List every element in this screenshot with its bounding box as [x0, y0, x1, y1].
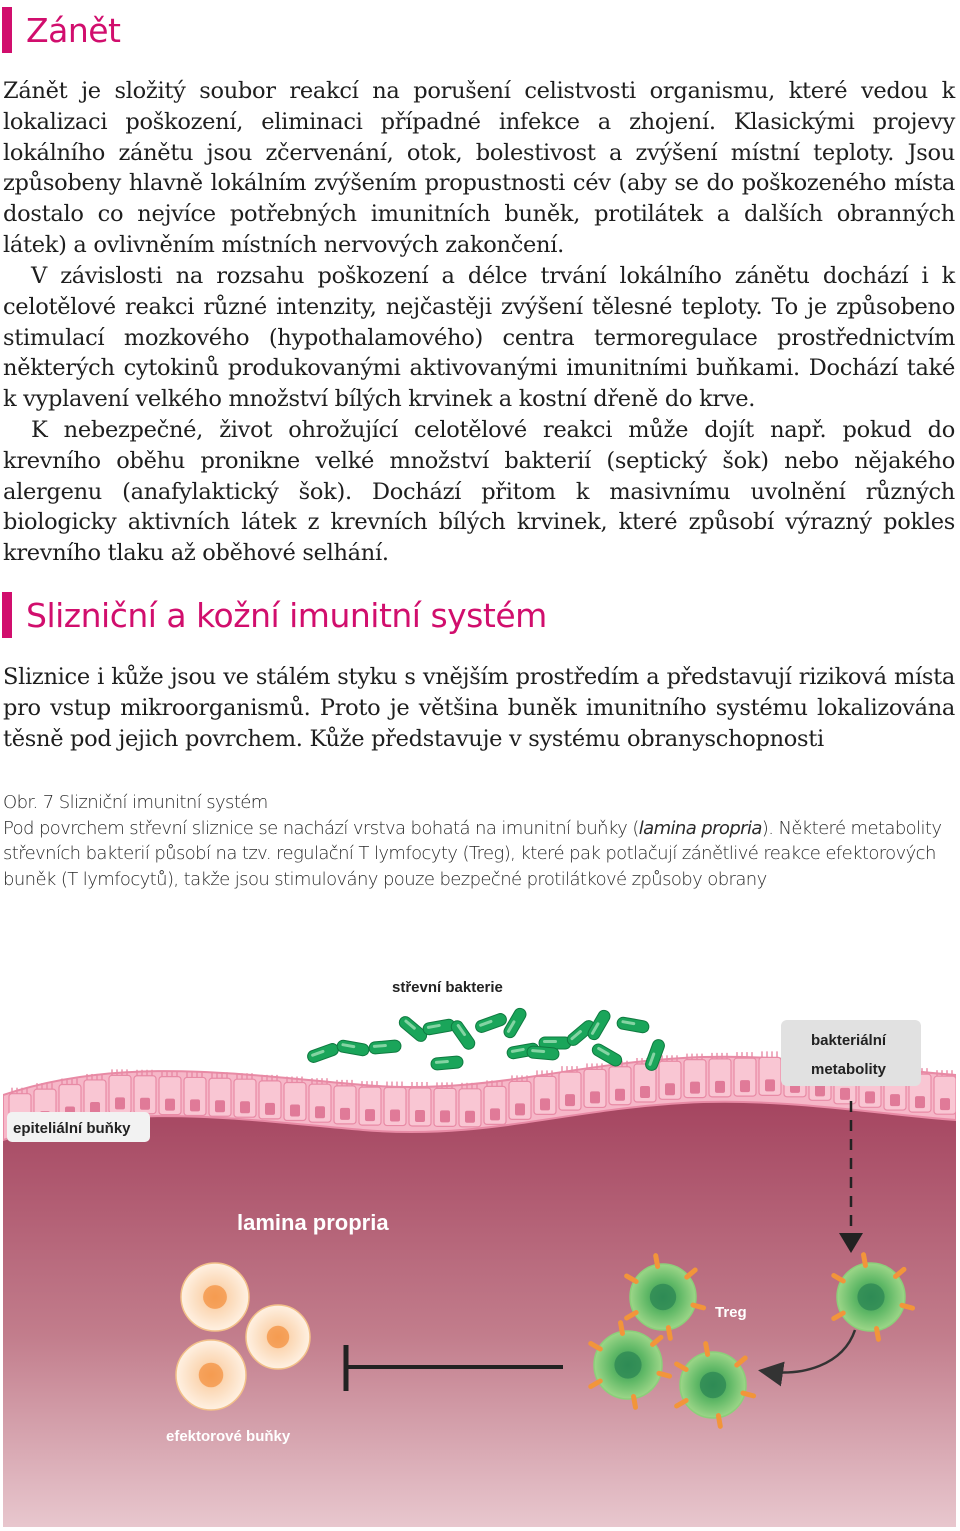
epithelial-nucleus	[890, 1094, 900, 1106]
caption-body: Pod povrchem střevní sliznice se nachází vrstva bohatá na imunitní buňky (lamina propria). Některé metabolity střevních bakterií působí na tzv. regulační T lymfocyty (Treg), které pak potlačují zánětlivé reakce efektorových buněk (T lymfocytů), takže jsou stimulovány pouze bezpečné protilátkové způsoby obrany	[3, 817, 942, 890]
epithelial-nucleus	[815, 1084, 825, 1096]
effector-cell	[246, 1305, 310, 1369]
epithelial-nucleus	[940, 1098, 950, 1110]
epithelial-nucleus	[615, 1089, 625, 1101]
paragraph: Sliznice i kůže jsou ve stálém styku s vnějším prostředím a představují riziková místa pro vstup mikroorganismů. Proto je většina buněk imunitního systému lokalizována těsně pod jejich povrchem. Kůže představuje v systému obranyschopnosti	[3, 664, 955, 752]
epithelial-nucleus	[390, 1110, 400, 1122]
receptor	[621, 1323, 623, 1334]
epithelial-nucleus	[540, 1098, 550, 1110]
epithelial-nucleus	[290, 1105, 300, 1117]
epithelial-nucleus	[565, 1094, 575, 1106]
epithelial-nucleus	[640, 1086, 650, 1098]
epithelial-nucleus	[865, 1091, 875, 1103]
epithelial-nucleus	[915, 1096, 925, 1108]
caption-title: Obr. 7 Slizniční imunitní systém	[3, 792, 268, 813]
epithelial-nucleus	[515, 1103, 525, 1115]
paragraph: V závislosti na rozsahu poškození a délce trvání lokálního zánětu dochází i k celotělové reakci různé intenzity, nejčastěji zvýšení tělesné teploty. To je způsobeno stimulací mozkového (hypothalamového) centra termoregulace prostřednictvím některých cytokinů produkovanými aktivovanými imunitními buňkami. Dochází také k vyplavení velkého množství bílých krvinek a kostní dřeně do krve.	[3, 263, 955, 413]
receptor	[668, 1328, 670, 1339]
epithelial-nucleus	[690, 1082, 700, 1094]
receptor	[706, 1344, 708, 1355]
section-heading-mucosal	[2, 590, 547, 640]
epithelial-nucleus	[765, 1079, 775, 1091]
epithelial-nucleus	[240, 1101, 250, 1113]
receptor	[659, 1373, 670, 1376]
heading-accent-bar	[2, 7, 12, 53]
figure-caption	[3, 790, 955, 892]
bacterium	[369, 1040, 402, 1055]
epithelial-nucleus	[315, 1106, 325, 1118]
section-title: Slizniční a kožní imunitní systém	[26, 595, 547, 635]
paragraph: K nebezpečné, život ohrožující celotělové reakci může dojít např. pokud do krevního oběhu pronikne velké množství bakterií (septický šok) nebo nějakého alergenu (anafylaktický šok). Dochází přitom k masivnímu uvolnění různých biologicky aktivních látek z krevních bílých krvinek, které způsobí výrazný pokles krevního tlaku až oběhové selhání.	[3, 417, 955, 567]
epithelial-nucleus	[415, 1110, 425, 1122]
epithelial-nucleus	[590, 1091, 600, 1103]
label-metabolites-1: bakteriální	[811, 1032, 887, 1049]
label-epithelial: epiteliální buňky	[13, 1120, 131, 1137]
epithelial-nucleus	[140, 1098, 150, 1110]
receptor	[864, 1255, 866, 1266]
epithelial-nucleus	[265, 1103, 275, 1115]
receptor	[718, 1416, 720, 1427]
receptor	[634, 1397, 636, 1408]
receptor	[693, 1305, 704, 1308]
label-lamina-propria: lamina propria	[237, 1210, 389, 1235]
epithelial-nucleus	[190, 1099, 200, 1111]
section-title: Zánět	[26, 10, 121, 50]
heading-accent-bar	[2, 592, 12, 638]
label-metabolites-2: metabolity	[811, 1061, 887, 1078]
label-treg: Treg	[715, 1304, 747, 1321]
effector-cell	[181, 1263, 249, 1331]
mucosal-immune-figure	[3, 905, 956, 1527]
epithelial-nucleus	[365, 1109, 375, 1121]
epithelial-nucleus	[340, 1108, 350, 1120]
receptor	[902, 1305, 913, 1308]
epithelial-nucleus	[165, 1099, 175, 1111]
epithelial-nucleus	[665, 1083, 675, 1095]
label-bacteria: střevní bakterie	[392, 979, 503, 996]
receptor	[743, 1393, 754, 1396]
epithelial-nucleus	[215, 1100, 225, 1112]
epithelial-nucleus	[465, 1111, 475, 1123]
receptor	[656, 1256, 658, 1267]
epithelial-nucleus	[490, 1108, 500, 1120]
effector-cell	[176, 1340, 246, 1410]
caption-italic: lamina propria	[638, 817, 762, 839]
bacterium	[527, 1046, 560, 1061]
epithelial-nucleus	[115, 1097, 125, 1109]
figure-svg	[3, 905, 956, 1527]
epithelial-nucleus	[440, 1110, 450, 1122]
section-heading-zanet	[2, 5, 121, 55]
bacterium	[431, 1056, 464, 1071]
epithelial-nucleus	[840, 1088, 850, 1100]
epithelial-nucleus	[740, 1080, 750, 1092]
label-effector: efektorové buňky	[166, 1428, 291, 1445]
receptor	[877, 1329, 879, 1340]
epithelial-nucleus	[715, 1081, 725, 1093]
paragraph: Zánět je složitý soubor reakcí na porušení celistvosti organismu, které vedou k lokalizaci poškození, eliminaci případné infekce a zhojení. Klasickými projevy lokálního zánětu jsou zčervenání, otok, bolestivost a zvýšení místní teploty. Jsou způsobeny hlavně lokálním zvýšením propustnosti cév (aby se do poškozeného místa dostalo co nejvíce potřebných imunitních buněk, protilátek a dalších obranných látek) a ovlivněním místních nervových zakončení.	[3, 78, 955, 258]
lamina-propria-tissue	[3, 1102, 956, 1527]
